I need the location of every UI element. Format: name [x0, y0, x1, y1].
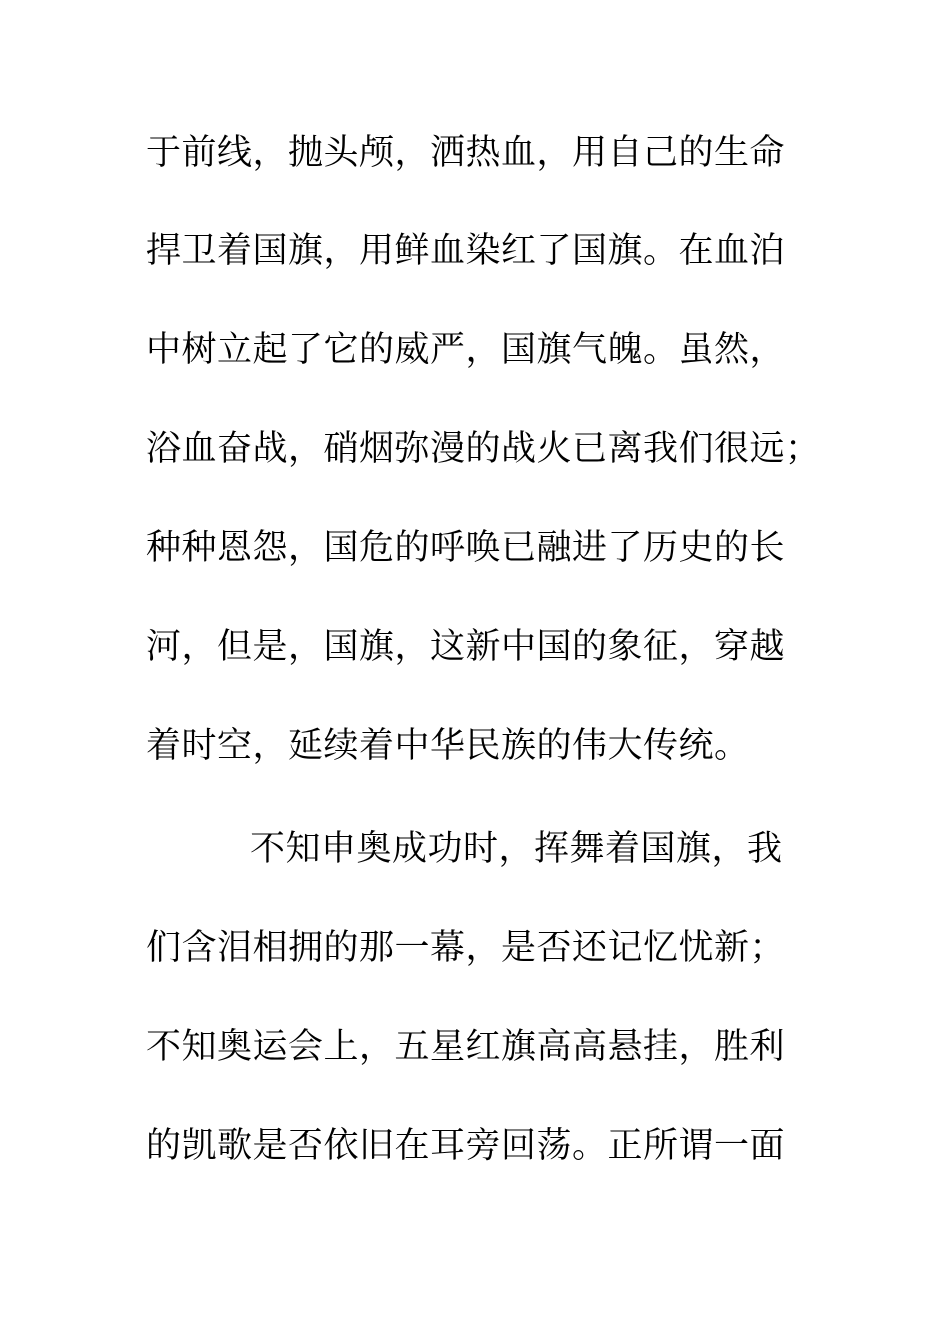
text-line: 的凯歌是否依旧在耳旁回荡。正所谓一面	[146, 1126, 786, 1166]
text-line: 着时空，延续着中华民族的伟大传统。	[146, 726, 750, 766]
text-line: 不知奥运会上，五星红旗高高悬挂，胜利	[146, 1027, 786, 1067]
text-line: 于前线，抛头颅，洒热血，用自己的生命	[146, 133, 786, 173]
text-line: 种种恩怨，国危的呼唤已融进了历史的长	[146, 528, 786, 568]
text-line: 河，但是，国旗，这新中国的象征，穿越	[146, 627, 786, 667]
text-line: 捍卫着国旗，用鲜血染红了国旗。在血泊	[146, 231, 786, 271]
text-line: 浴血奋战，硝烟弥漫的战火已离我们很远；	[146, 429, 821, 469]
paragraph-start-line: 不知申奥成功时，挥舞着国旗，我	[250, 829, 783, 869]
text-line: 中树立起了它的威严，国旗气魄。虽然，	[146, 330, 786, 370]
text-line: 们含泪相拥的那一幕，是否还记忆忧新；	[146, 928, 786, 968]
